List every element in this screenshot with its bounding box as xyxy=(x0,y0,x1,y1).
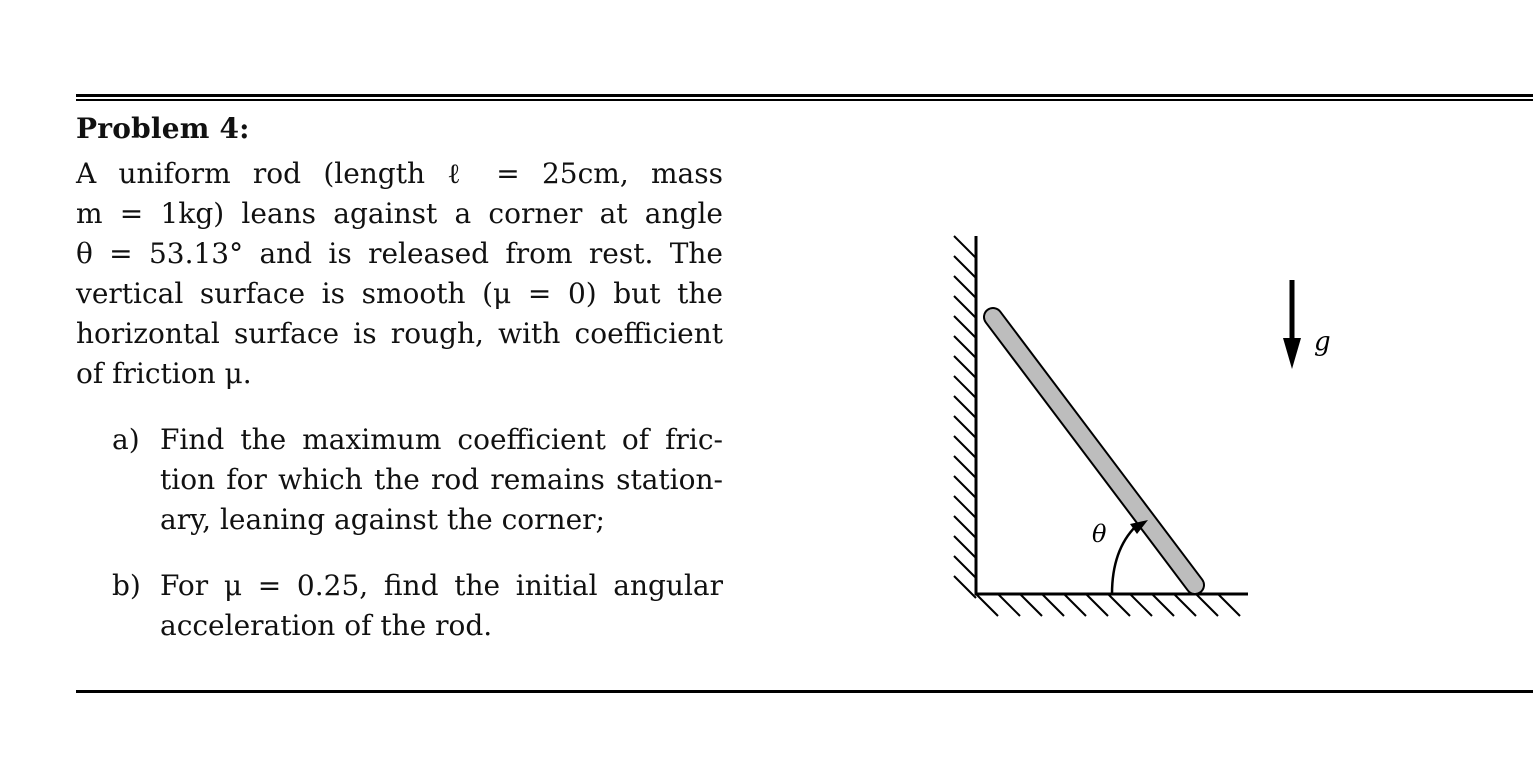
angle-arc xyxy=(1112,526,1136,594)
wall-hatching xyxy=(954,236,976,598)
part-line: acceleration of the rod. xyxy=(160,609,493,642)
part-line: tion for which the rod remains station- xyxy=(160,463,723,496)
statement-line: θ = 53.13° and is released from rest. The xyxy=(76,237,723,270)
bottom-rule xyxy=(76,690,1533,693)
top-rule-thick xyxy=(76,94,1533,97)
part-marker: b) xyxy=(112,569,141,602)
part-body xyxy=(160,566,723,646)
floor-hatching xyxy=(976,594,1240,616)
part-line: Find the maximum coefficient of fric- xyxy=(160,423,723,456)
problem-statement xyxy=(76,154,723,394)
part-body xyxy=(160,420,723,540)
statement-line: m = 1kg) leans against a corner at angle xyxy=(76,197,723,230)
gravity-label: g xyxy=(1314,327,1331,357)
part-marker: a) xyxy=(112,423,140,456)
part-line: ary, leaning against the corner; xyxy=(160,503,605,536)
statement-line: horizontal surface is rough, with coefficient xyxy=(76,317,723,350)
angle-label: θ xyxy=(1092,520,1107,548)
part-line: For μ = 0.25, find the initial angular xyxy=(160,569,723,602)
statement-line: vertical surface is smooth (μ = 0) but the xyxy=(76,277,723,310)
statement-line: A uniform rod (length ℓ = 25cm, mass xyxy=(76,157,723,190)
gravity-arrow-icon xyxy=(1283,338,1301,369)
rod-corner-diagram xyxy=(930,220,1350,630)
top-rule-thin xyxy=(76,99,1533,101)
problem-title: Problem 4: xyxy=(76,112,250,145)
statement-line: of friction μ. xyxy=(76,357,252,390)
